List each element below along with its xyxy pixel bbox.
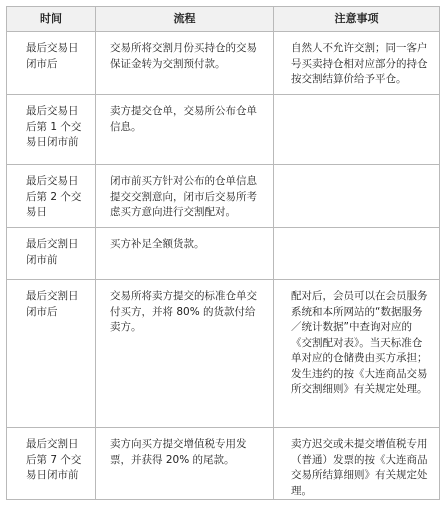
table-row bbox=[7, 428, 440, 500]
table-row bbox=[7, 228, 440, 280]
cell-notes bbox=[274, 228, 440, 280]
header-process: 流程 bbox=[96, 7, 274, 32]
cell-time bbox=[7, 280, 96, 428]
cell-process-text: 交易所将交割月份买持仓的交易保证金转为交割预付款。 bbox=[110, 42, 257, 70]
cell-process bbox=[96, 228, 274, 280]
delivery-process-table bbox=[6, 6, 440, 500]
cell-process bbox=[96, 95, 274, 165]
cell-notes-text bbox=[274, 95, 439, 104]
cell-process-text: 买方补足全额货款。 bbox=[110, 238, 205, 250]
cell-process bbox=[96, 165, 274, 228]
cell-process bbox=[96, 32, 274, 95]
cell-time-text: 最后交割日闭市后 bbox=[26, 290, 79, 318]
cell-notes bbox=[274, 95, 440, 165]
cell-notes-text: 自然人不允许交割；同一客户号买卖持仓相对应部分的持仓按交割结算价给予平仓。 bbox=[291, 42, 428, 85]
cell-time-text: 最后交易日后第 1 个交易日闭市前 bbox=[26, 105, 82, 148]
cell-time-text: 最后交割日后第 7 个交易日闭市前 bbox=[26, 438, 82, 481]
cell-process bbox=[96, 428, 274, 500]
header-time: 时间 bbox=[7, 7, 96, 32]
cell-process bbox=[96, 280, 274, 428]
table-row bbox=[7, 95, 440, 165]
cell-process-text: 交易所将卖方提交的标准仓单交付买方，并将 80% 的货款付给卖方。 bbox=[110, 290, 257, 333]
cell-notes-text: 配对后，会员可以在会员服务系统和本所网站的“数据服务／统计数据”中查询对应的《交割配对表》。当天标准仓单对应的仓储费由买方承担；发生违约的按《大连商品交易所交割细则》有关规定处理。 bbox=[291, 290, 428, 395]
cell-time bbox=[7, 32, 96, 95]
cell-time-text: 最后交易日闭市后 bbox=[26, 42, 79, 70]
cell-notes-text: 卖方迟交或未提交增值税专用（普通）发票的按《大连商品交易所结算细则》有关规定处理。 bbox=[291, 438, 428, 497]
cell-time-text: 最后交易日后第 2 个交易日 bbox=[26, 175, 82, 218]
cell-time bbox=[7, 165, 96, 228]
cell-process-text: 闭市前买方针对公布的仓单信息提交交割意向，闭市后交易所考虑买方意向进行交割配对。 bbox=[110, 175, 257, 218]
table-row bbox=[7, 165, 440, 228]
cell-time bbox=[7, 228, 96, 280]
cell-time-text: 最后交割日闭市前 bbox=[26, 238, 79, 266]
cell-notes bbox=[274, 165, 440, 228]
cell-notes bbox=[274, 428, 440, 500]
cell-notes-text bbox=[274, 165, 439, 174]
cell-process-text: 卖方提交仓单，交易所公布仓单信息。 bbox=[110, 105, 257, 133]
table-row bbox=[7, 280, 440, 428]
cell-notes-text bbox=[274, 228, 439, 237]
cell-process-text: 卖方向买方提交增值税专用发票，并获得 20% 的尾款。 bbox=[110, 438, 247, 466]
table-header-row bbox=[7, 7, 440, 32]
cell-time bbox=[7, 428, 96, 500]
cell-time bbox=[7, 95, 96, 165]
table-row bbox=[7, 32, 440, 95]
header-notes: 注意事项 bbox=[274, 7, 440, 32]
cell-notes bbox=[274, 32, 440, 95]
cell-notes bbox=[274, 280, 440, 428]
